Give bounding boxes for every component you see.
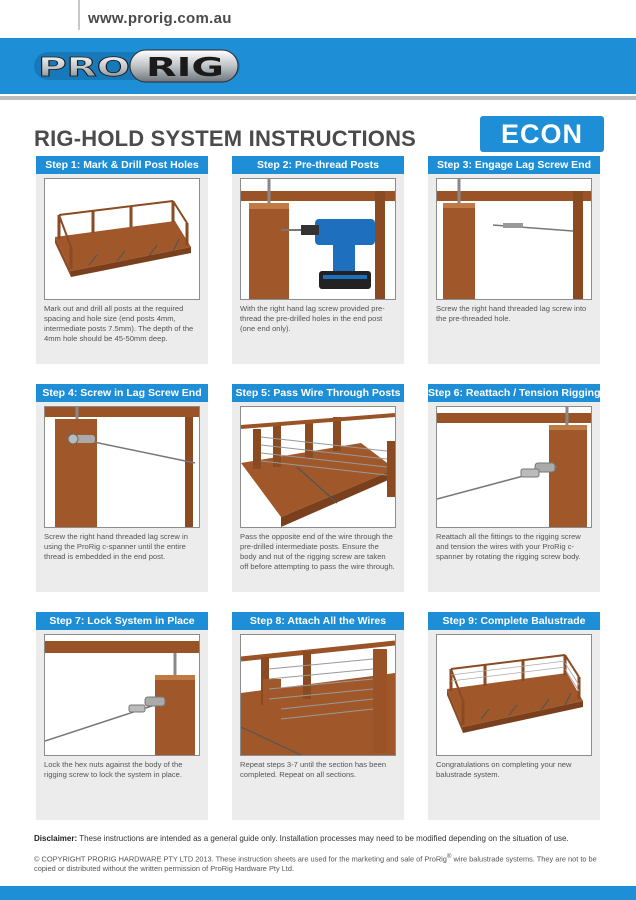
step-description: Repeat steps 3-7 until the section has been completed. Repeat on all sections. <box>240 760 387 779</box>
step-heading: Step 5: Pass Wire Through Posts <box>232 384 404 402</box>
step-heading: Step 4: Screw in Lag Screw End <box>36 384 208 402</box>
header-band <box>0 38 636 94</box>
divider <box>78 0 80 30</box>
bottom-bar <box>0 886 636 900</box>
step-card <box>428 384 635 592</box>
step-description: Congratulations on completing your new balustrade system. <box>436 760 572 779</box>
step-illustration <box>436 178 592 300</box>
econ-badge-label: ECON <box>500 119 583 149</box>
step-card <box>36 384 208 592</box>
step-illustration <box>240 178 396 300</box>
page-title: RIG-HOLD SYSTEM INSTRUCTIONS <box>34 126 417 151</box>
svg-text:RIG: RIG <box>146 53 224 83</box>
step-description: Mark out and drill all posts at the required spacing and hole size (end posts 4mm, intermediate posts 7.5mm). The depth of the 4mm hole should be 45-50mm deep. <box>44 304 194 343</box>
top-bar <box>0 0 636 38</box>
step-heading: Step 8: Attach All the Wires <box>232 612 404 630</box>
prorig-logo <box>34 48 244 84</box>
step-heading: Step 1: Mark & Drill Post Holes <box>36 156 208 174</box>
step-illustration <box>44 406 200 528</box>
step-card <box>232 384 404 592</box>
svg-text:PRO: PRO <box>38 53 130 83</box>
step-illustration <box>44 178 200 300</box>
step-heading: Step 2: Pre-thread Posts <box>232 156 404 174</box>
header-rule <box>0 96 636 100</box>
step-description: Lock the hex nuts against the body of the rigging screw to lock the system in place. <box>44 760 183 779</box>
step-heading: Step 3: Engage Lag Screw End <box>428 156 600 174</box>
disclaimer <box>34 834 624 843</box>
disclaimer-label: Disclaimer: <box>34 834 78 843</box>
step-description: With the right hand lag screw provided pre-thread the pre-drilled holes in the end post (one end only). <box>240 304 385 333</box>
step-description: Screw the right hand threaded lag screw into the pre-threaded hole. <box>436 304 587 323</box>
disclaimer-text: These instructions are intended as a general guide only. Installation processes may need to be modified depending on the situation of use. <box>79 834 569 843</box>
step-card <box>232 156 404 364</box>
step-card <box>36 156 208 364</box>
website-url[interactable]: www.prorig.com.au <box>88 10 232 27</box>
step-illustration <box>436 406 592 528</box>
step-illustration <box>436 634 592 756</box>
step-illustration <box>44 634 200 756</box>
step-description: Screw the right hand threaded lag screw in using the ProRig c-spanner until the entire thread is embedded in the end post. <box>44 532 188 561</box>
step-heading: Step 6: Reattach / Tension Rigging Screw <box>428 384 600 402</box>
step-illustration <box>240 406 396 528</box>
step-description: Reattach all the fittings to the rigging screw and tension the wires with your ProRig c-spanner by rotating the rigging screw body. <box>436 532 581 561</box>
step-card <box>428 612 600 820</box>
registered-mark: ® <box>446 853 452 860</box>
step-illustration <box>240 634 396 756</box>
step-card <box>36 612 208 820</box>
copyright-text-cont: wire balustrade systems. They are not to be copied or distributed without the written permission of ProRig Hardware Pty Ltd. <box>34 854 597 874</box>
step-heading: Step 7: Lock System in Place <box>36 612 208 630</box>
step-card <box>428 156 600 364</box>
copyright-text: © COPYRIGHT PRORIG HARDWARE PTY LTD 2013. These instruction sheets are used for the marketing and sale of ProRig <box>34 854 447 864</box>
step-heading: Step 9: Complete Balustrade <box>428 612 600 630</box>
copyright <box>34 852 614 874</box>
econ-badge <box>480 116 604 152</box>
step-card <box>232 612 404 820</box>
step-description: Pass the opposite end of the wire through the pre-drilled intermediate posts. Ensure the body and nut of the rigging screw are taken off before attempting to pass the wire through. <box>240 532 395 571</box>
